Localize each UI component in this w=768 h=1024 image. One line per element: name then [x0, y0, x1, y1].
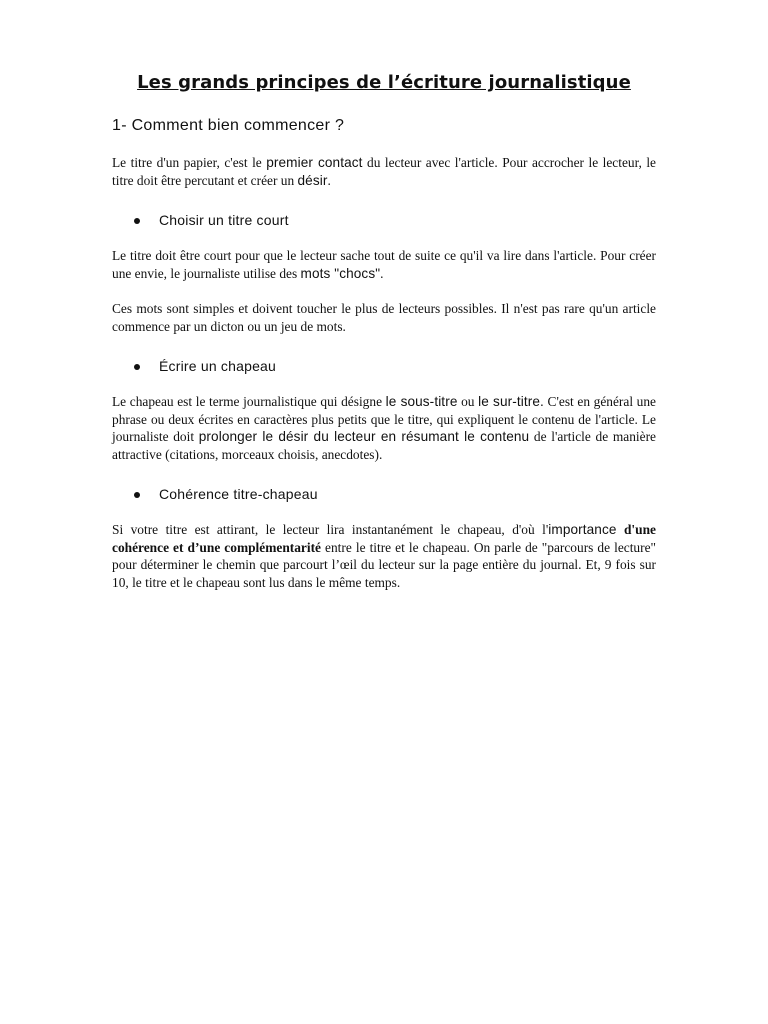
- emphasis-text: prolonger le désir du lecteur en résumant le contenu: [198, 429, 530, 444]
- paragraph-chapeau: [112, 393, 656, 463]
- bullet-label: Écrire un chapeau: [159, 358, 277, 374]
- emphasis-text: mots "chocs": [300, 265, 381, 281]
- bullet-label: Cohérence titre-chapeau: [159, 486, 318, 502]
- bullet-dot-icon: [134, 364, 140, 370]
- section-heading: 1- Comment bien commencer ?: [112, 117, 345, 134]
- bullet-dot-icon: [134, 492, 140, 498]
- emphasis-text: premier contact: [266, 155, 363, 170]
- text: Si votre titre est attirant, le lecteur lira instantanément le chapeau, d'où l': [112, 522, 549, 537]
- emphasis-text: désir: [297, 172, 328, 188]
- text: ou: [457, 394, 479, 409]
- text: Le chapeau est le terme journalistique qui désigne: [112, 394, 386, 409]
- text: Le titre doit être court pour que le lecteur sache tout de suite ce qu'il va lire dans l'article. Pour créer une envie, le journaliste utilise des: [112, 248, 656, 281]
- paragraph-titre-court: [112, 247, 656, 282]
- emphasis-text: le sur-titre.: [478, 394, 544, 409]
- emphasis-text: le sous-titre: [385, 394, 458, 409]
- emphasis-text: importance: [548, 522, 617, 537]
- paragraph-premier-contact: [112, 154, 656, 189]
- text: de l'article de manière attractive (citations, morceaux choisis, anecdotes).: [112, 429, 656, 462]
- text: Le titre d'un papier, c'est le: [112, 155, 267, 170]
- bullet-label: Choisir un titre court: [159, 212, 289, 228]
- paragraph-mots-simples: [112, 300, 656, 335]
- bullet-titre-court: [112, 211, 656, 229]
- document-page: [112, 72, 656, 591]
- text: du lecteur avec l'article. Pour accrocher le lecteur, le titre doit être percutant et créer un: [112, 155, 656, 188]
- bullet-dot-icon: [134, 218, 140, 224]
- text: [617, 522, 624, 537]
- text: Ces mots sont simples et doivent toucher le plus de lecteurs possibles. Il n'est pas rare qu'un article commence par un dicton ou un jeu de mots.: [112, 301, 656, 334]
- text: .: [327, 172, 331, 188]
- bold-text: d'une cohérence et d’une complémentarité: [112, 522, 656, 555]
- bullet-chapeau: [112, 357, 656, 375]
- document-title: Les grands principes de l’écriture journalistique: [137, 72, 631, 93]
- text: C'est en général une phrase ou deux écrites en caractères plus petits que le titre, qui expliquent le contenu de l'article. Le journaliste doit: [112, 394, 656, 444]
- text: entre le titre et le chapeau. On parle de "parcours de lecture" pour déterminer le chemin que parcourt l’œil du lecteur sur la page entière du journal. Et, 9 fois sur 10, le titre et le chapeau sont lus dans le même temps.: [112, 539, 656, 590]
- text: .: [380, 265, 384, 281]
- bullet-coherence: [112, 485, 656, 503]
- paragraph-coherence: [112, 521, 656, 591]
